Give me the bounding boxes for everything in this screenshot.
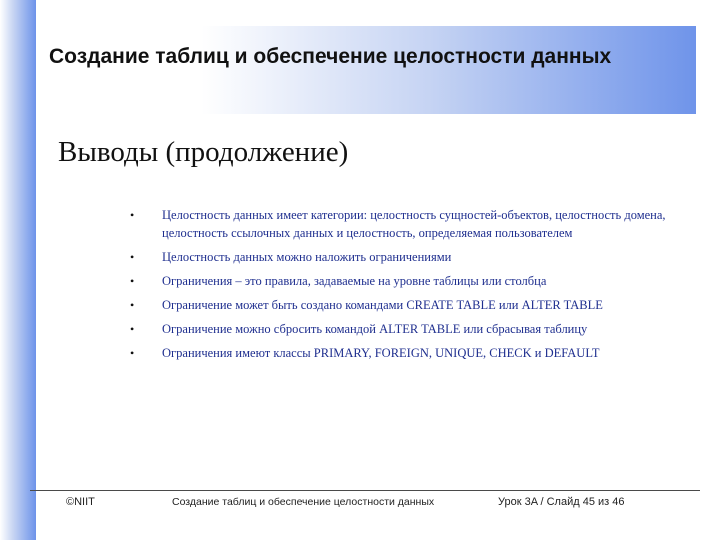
bullet-dot-icon: • bbox=[130, 208, 135, 222]
footer-course-title: Создание таблиц и обеспечение целостности данных bbox=[172, 496, 435, 508]
bullet-dot-icon: • bbox=[130, 322, 135, 336]
bullet-item bbox=[130, 344, 670, 362]
bullet-item bbox=[130, 248, 670, 266]
bullet-item bbox=[130, 206, 670, 242]
bullet-item bbox=[130, 296, 670, 314]
title-bar bbox=[36, 26, 696, 114]
footer-copyright: ©NIIT bbox=[66, 496, 95, 508]
bullet-text: Ограничение может быть создано командами CREATE TABLE или ALTER TABLE bbox=[162, 298, 603, 312]
bullet-text: Ограничения – это правила, задаваемые на уровне таблицы или столбца bbox=[162, 274, 547, 288]
bullet-dot-icon: • bbox=[130, 274, 135, 288]
bullet-text: Ограничение можно сбросить командой ALTER TABLE или сбрасывая таблицу bbox=[162, 322, 588, 336]
bullet-dot-icon: • bbox=[130, 298, 135, 312]
bullet-text: Целостность данных можно наложить ограничениями bbox=[162, 250, 452, 264]
slide-title: Создание таблиц и обеспечение целостности данных bbox=[49, 45, 612, 68]
bullet-item bbox=[130, 320, 670, 338]
bullet-item bbox=[130, 272, 670, 290]
footer-slide-number: Урок 3A / Слайд 45 из 46 bbox=[498, 496, 625, 508]
bullet-dot-icon: • bbox=[130, 346, 135, 360]
bullet-dot-icon: • bbox=[130, 250, 135, 264]
bullet-text: Целостность данных имеет категории: целостность сущностей-объектов, целостность домена, целостность ссылочных данных и целостность, определяемая пользователем bbox=[162, 208, 666, 240]
bullet-text: Ограничения имеют классы PRIMARY, FOREIGN, UNIQUE, CHECK и DEFAULT bbox=[162, 346, 600, 360]
slide-subtitle: Выводы (продолжение) bbox=[58, 136, 349, 168]
footer-divider bbox=[30, 490, 700, 491]
left-decorative-stripe bbox=[0, 0, 36, 540]
bullet-list bbox=[130, 206, 670, 368]
